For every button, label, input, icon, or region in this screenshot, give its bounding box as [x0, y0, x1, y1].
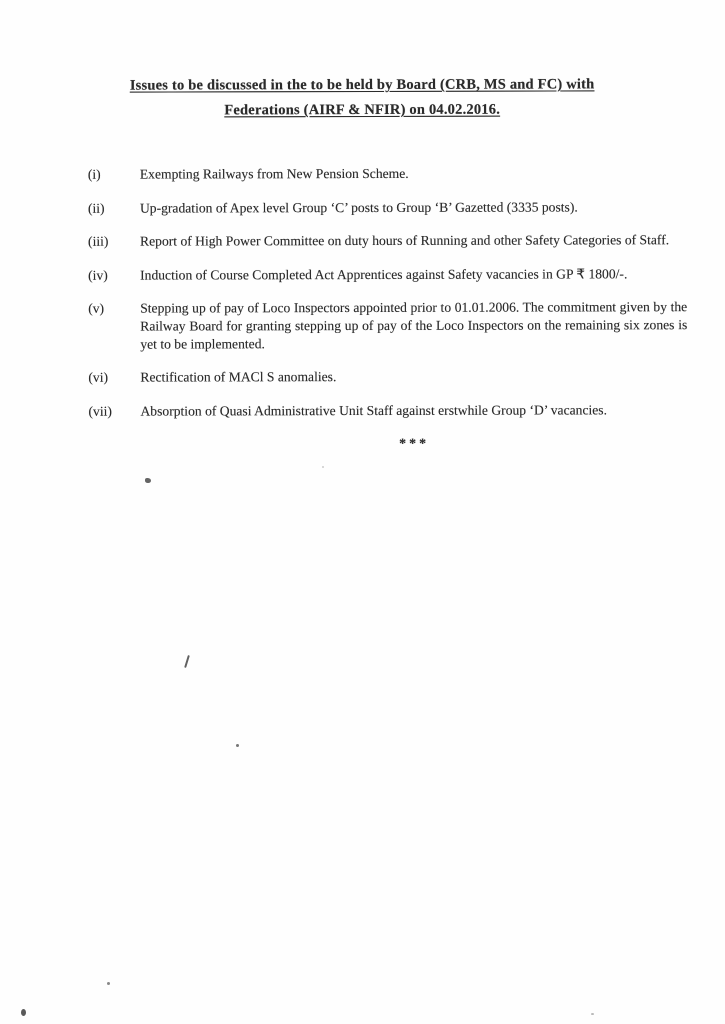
list-item: [88, 299, 687, 353]
item-number: (iv): [88, 267, 108, 283]
item-number: (ii): [87, 200, 105, 216]
list-item: [88, 401, 687, 420]
document-content: [0, 0, 725, 454]
scan-speck: [107, 982, 110, 985]
scan-speck: [21, 1009, 26, 1016]
item-number: (i): [87, 166, 101, 182]
issue-list: [0, 164, 725, 420]
list-item: [88, 231, 687, 250]
list-item: [88, 265, 687, 284]
list-item: [88, 198, 687, 217]
pen-mark: [145, 478, 151, 483]
item-text: Exempting Railways from New Pension Scheme.: [139, 165, 409, 182]
document-title: [60, 72, 665, 124]
pen-mark-slash: [184, 655, 190, 668]
item-number: (vii): [88, 403, 112, 419]
item-text: Rectification of MACl S anomalies.: [140, 369, 337, 385]
list-item: [88, 164, 687, 183]
item-number: (vi): [88, 369, 109, 385]
item-text: Report of High Power Committee on duty hours of Running and other Safety Categories of Staff.: [140, 232, 670, 249]
title-line-2: Federations (AIRF & NFIR) on 04.02.2016.: [224, 101, 501, 119]
end-of-document-marker: ***: [399, 437, 430, 453]
title-line-1: Issues to be discussed in the to be held by Board (CRB, MS and FC) with: [129, 76, 595, 94]
item-text: Stepping up of pay of Loco Inspectors appointed prior to 01.01.2006. The commitment given by the Railway Board for granting stepping up of pay of the Loco Inspectors on the remaining six zones is yet to be implemented.: [140, 299, 688, 352]
item-number: (v): [88, 301, 105, 317]
item-number: (iii): [88, 233, 109, 249]
item-text: Absorption of Quasi Administrative Unit Staff against erstwhile Group ‘D’ vacancies.: [140, 402, 607, 419]
scan-speck: [322, 466, 324, 468]
item-text: Up-gradation of Apex level Group ‘C’ posts to Group ‘B’ Gazetted (3335 posts).: [139, 199, 578, 216]
scan-speck: [591, 1013, 594, 1015]
item-text: Induction of Course Completed Act Apprentices against Safety vacancies in GP ₹ 1800/-.: [140, 266, 628, 283]
list-item: [88, 367, 687, 386]
scan-speck: [236, 744, 239, 747]
